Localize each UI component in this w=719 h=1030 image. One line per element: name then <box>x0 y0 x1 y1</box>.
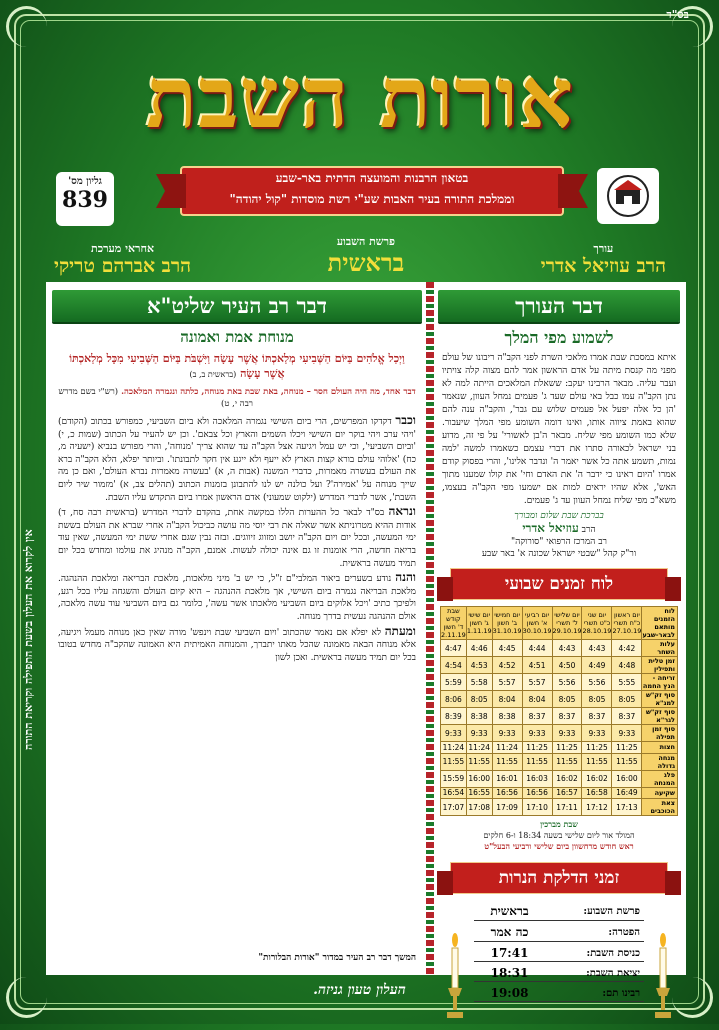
masthead-title: אורות השבת <box>145 48 575 147</box>
times-cell: 4:47 <box>441 640 467 657</box>
rabbi-section-title: דבר רב העיר שליט"א <box>52 290 422 322</box>
editor-name: הרב עוזיאל אדרי <box>540 255 666 277</box>
times-cell: 5:59 <box>441 674 467 691</box>
times-row-label: חצות <box>642 742 678 754</box>
day-header-date: כ"ח תשרי <box>613 619 641 627</box>
times-cell: 4:48 <box>612 657 642 674</box>
candles-value: 18:31 <box>474 965 545 982</box>
p3-lead: והנה <box>395 570 416 585</box>
candles-row <box>474 903 644 921</box>
times-cell: 8:38 <box>466 708 492 725</box>
resp-label: אחראי מערכת <box>91 242 155 255</box>
times-row-label: עלות השחר <box>642 640 678 657</box>
times-cell: 16:01 <box>492 770 522 787</box>
times-row <box>441 674 678 691</box>
times-cell: 16:03 <box>522 770 552 787</box>
times-cell: 11:55 <box>441 753 467 770</box>
times-cell: 17:13 <box>612 799 642 816</box>
times-cell: 16:02 <box>552 770 582 787</box>
times-row <box>441 753 678 770</box>
candles-box <box>442 900 676 1030</box>
times-cell: 8:37 <box>552 708 582 725</box>
times-row <box>441 725 678 742</box>
sign-name: עוזיאל אדרי <box>522 521 579 535</box>
times-cell: 5:56 <box>582 674 612 691</box>
editor-signature <box>436 521 682 560</box>
verse-source: (בראשית ב, ב) <box>189 370 237 379</box>
times-row <box>441 640 678 657</box>
times-cell: 9:33 <box>552 725 582 742</box>
candles-label: יציאת השבת: <box>545 965 644 982</box>
shabbat-note <box>436 819 682 852</box>
org-line-1: בטאון הרבנות והמועצה הדתית באר-שבע <box>275 171 469 185</box>
times-cell: 11:55 <box>582 753 612 770</box>
p4-text: לא יפלא אם נאמר שהכתוב 'ויום השביעי שבת וינפש' מורה שאין כאן מנוחה מעמל ויגיעה, אלא מנוחה הבאה מאמונה שהכל מאתו יתברך, והמנוחה האמיתית היא האמונה שהקב"ה מחדש בטובו בכל יום תמיד מעשה בראשית. ואכן לשון <box>58 627 416 663</box>
times-row <box>441 691 678 708</box>
times-cell: 11:24 <box>466 742 492 754</box>
sign-role-1: רב המרכז הרפואי "סורוקה" <box>511 537 607 547</box>
day-header-date: ל' תשרי <box>556 619 578 627</box>
times-cell: 4:43 <box>582 640 612 657</box>
candles-row <box>474 945 644 962</box>
times-row <box>441 787 678 799</box>
day-header <box>552 607 582 640</box>
times-cell: 8:06 <box>441 691 467 708</box>
candle-icon <box>652 932 674 1020</box>
day-header-greg: 2.11.19 <box>441 631 466 639</box>
day-header-name: יום שישי <box>468 611 491 619</box>
times-row-label: שקיעה <box>642 787 678 799</box>
times-cell: 11:25 <box>582 742 612 754</box>
day-header <box>522 607 552 640</box>
parasha-label: פרשת השבוע <box>336 235 395 248</box>
candles-value: בראשית <box>474 903 545 921</box>
times-cell: 17:08 <box>466 799 492 816</box>
editor-section-title: דבר העורך <box>438 290 680 322</box>
times-cell: 9:33 <box>492 725 522 742</box>
bottom-notice: העלון טעון גניזה. <box>313 982 406 998</box>
bsd-mark: בס"ד <box>666 8 689 21</box>
blessing: בברכת שבת שלום ומבורך <box>514 511 604 521</box>
times-cell: 16:02 <box>582 770 612 787</box>
editor-article-body: איתא במסכת שבת אמרו מלאכי השרת לפני הקב"ה ריבונו של עולם מפני מה קנסת מיתה על אדם הראשון אמר להם מצוה קלה צויתיו ועבר עליה. מבאר הרבינו יעקב: ששאלת המלאכים הייתה למה לא נתן הקב"ה עמו כבל באי עולם שעד ג' פעמים נמחל העוון, שנאמר 'הן כל אלה יפעל אל פעמים שלוש עם גבר', והקב"ה ענה להם שהוא באמת ציווה אותו, ואינו דומה השומע מפי המלך שיעבור. שלא כמו השומע מפי שליח. מבאר ה'בן לאשורי' על פי זה, מדוע בני ישראל לכאורה סתרו את דברי עצמם כשאמרו למשה 'למה נמות, תשמע אתה כל אשר יאמר ה' ונדבר אלינו', והרי בפסוק קודם אמרו 'היום ראינו כי ידבר ה' את האדם וחי' את קולו שמענו מתוך האש', אלא שהיו יראים למות אם ישמעו מפי הקב"ה בעצמו, משא"כ מפי שליח נמחל העוון עד ג' פעמים. <box>442 353 676 506</box>
times-row-label: זמן טלית ותפילין <box>642 657 678 674</box>
candles-label: פרשת השבוע: <box>545 903 644 921</box>
rabbi-article <box>50 286 424 971</box>
day-header-greg: 29.10.19 <box>552 627 582 635</box>
org-logo <box>597 168 659 224</box>
times-row-label: פלג המנחה <box>642 770 678 787</box>
p1-lead: וכבר <box>395 413 416 427</box>
shabbat-note-line-1: המולד אור ליום שלישי בשעה 18:34 ו-6 חלקים <box>483 831 635 840</box>
times-row-header: לוח הזמנים מותאם לבאר-שבע <box>642 607 678 640</box>
times-cell: 11:55 <box>552 753 582 770</box>
org-banner <box>180 166 564 216</box>
times-cell: 8:37 <box>612 708 642 725</box>
day-header-name: שבת קודש <box>446 607 461 623</box>
day-header-date: ג' חשון <box>469 619 489 627</box>
rabbi-article-title: מנוחת אמת ואמונה <box>180 328 294 346</box>
day-header-name: יום שני <box>587 611 607 619</box>
times-cell: 4:42 <box>612 640 642 657</box>
p1-text: דקדקו המפרשים, הרי ביום השישי נגמרה המלאכה ולא ביום השביעי, כמפורש בכתוב (הקודם) 'ויהי ערב ויהי בוקר יום השישי ויכלו השמים והארץ וכל צבאם'. וכן יש להעיר על הכתוב (שמות כ, י) 'וביום השביעי', וכי יש עמל ויגיעה אצל הקב"ה עד שהוא צריך 'מנוחה', והרי מפורש בנביא (ישעיה מ, כח) 'אלוהי עולם בורא קצות הארץ לא ייעף ולא ייגע אין חקר לתבונתו'. וביותר יפלא, הלא הקב"ה ברא את העולם בעשרה מאמרות, כדברי המשנה (אבות ה, א) 'בעשרה מאמרות נברא העולם', ואם כן מה שייך מנוחה על 'אמירה'? ועל כולנה יש לנו להתבונן בזמנות הכתוב (תהלים צב, א) 'מזמור שיר ליום השבת', אשר לדברי המדרש (ילקוט שמעוני) אדם הראשון אמרו ביום התקדש עליו השבת. <box>58 417 416 503</box>
times-cell: 17:10 <box>522 799 552 816</box>
times-cell: 8:05 <box>552 691 582 708</box>
times-cell: 8:05 <box>466 691 492 708</box>
times-cell: 11:25 <box>612 742 642 754</box>
candles-value: 17:41 <box>474 945 545 962</box>
editor-label: עורך <box>593 242 614 255</box>
day-header-date: ד' חשון <box>443 623 464 631</box>
candles-title: זמני הדלקת הנרות <box>450 862 668 894</box>
times-cell: 4:45 <box>492 640 522 657</box>
day-header <box>492 607 522 640</box>
times-row-label: סוף זמן תפילה <box>642 725 678 742</box>
times-cell: 8:37 <box>582 708 612 725</box>
candle-icon <box>444 932 466 1020</box>
times-row <box>441 799 678 816</box>
day-header <box>612 607 642 640</box>
times-cell: 11:24 <box>441 742 467 754</box>
times-row <box>441 770 678 787</box>
continued-note: המשך דבר רב העיר במדור "אורות הבלורות" <box>258 953 416 963</box>
times-cell: 11:55 <box>466 753 492 770</box>
times-cell: 15:59 <box>441 770 467 787</box>
times-row-label: צאת הכוכבים <box>642 799 678 816</box>
day-header-name: יום ראשון <box>614 611 640 619</box>
candles-row <box>474 924 644 942</box>
day-header-name: יום שלישי <box>554 611 580 619</box>
times-cell: 16:58 <box>582 787 612 799</box>
times-cell: 11:55 <box>522 753 552 770</box>
times-cell: 16:00 <box>466 770 492 787</box>
times-cell: 4:53 <box>466 657 492 674</box>
verse <box>50 351 424 382</box>
day-header-greg: 1.11.19 <box>466 627 492 635</box>
times-cell: 5:57 <box>522 674 552 691</box>
times-cell: 17:11 <box>552 799 582 816</box>
rabbi-article-body <box>50 412 424 664</box>
times-header-row <box>441 607 678 640</box>
times-cell: 5:55 <box>612 674 642 691</box>
times-cell: 8:37 <box>522 708 552 725</box>
intro-text: דבר אחד, מה היה העולם חסר – מנוחה, באת שבת באת מנוחה, כלתה ונגמרה המלאכה. <box>121 387 416 397</box>
day-header-name: יום חמישי <box>494 611 520 619</box>
candles-label: רבינו תם: <box>545 985 644 1002</box>
times-cell: 5:57 <box>492 674 522 691</box>
side-warning: אין לקרוא את העלון בשעת התפילה וקריאת התורה <box>22 529 35 751</box>
day-header-greg: 27.10.19 <box>612 627 642 635</box>
intro-source: (רש"י בשם מדרש רבה י, ט) <box>58 387 253 409</box>
times-row-label: מנחה גדולה <box>642 753 678 770</box>
times-row-label: סוף זק"ש למג"א <box>642 691 678 708</box>
p2-text: בס"ד לבאר כל ההערות הללו במקשה אחת, בהקדם לדברי המדרש (בראשית רבה סח, ד) אודות ההיא מטרוניתא אשר שאלה את רבי יוסי מה עושה כביכול הקב"ה אחרי שברא את העולם בששת ימי המעשה, ובכל יום ויום הקב"ה יושב ומזווג זיווגים. ובזה נבין שגם אחרי ששת ימי המעשה, שאין עוד בריאה חדשה, הרי אומנות זו גם אינה יכולה לעשות. אמנם, הקב"ה מנהיג את עולמו ומחדש בכל יום תמיד מעשה בראשית. <box>58 508 416 569</box>
column-divider <box>426 282 434 975</box>
day-header <box>582 607 612 640</box>
times-cell: 9:33 <box>582 725 612 742</box>
editor-article-title: לשמוע מפי המלך <box>504 328 614 347</box>
day-header-date: א' חשון <box>526 619 548 627</box>
p3-text: נודע בשערים ביאור המלבי"ם ז"ל, כי יש ב' מיני מלאכות, מלאכת הבריאה ומלאכת ההנהגה. מלאכת הבריאה נגמרה ביום השישי, אך מלאכת ההנהגה – היא קיום העולם והשגחה עליו בכל רגע, ולפיכך כתיב 'ויכל אלוקים ביום השביעי מלאכתו אשר עשה', כלומר גם ביום השביעי עוד עשה מלאכה, אולם ההנהגה נעשית בדרך מנוחה. <box>58 574 416 622</box>
day-header-greg: 30.10.19 <box>522 627 552 635</box>
times-cell: 11:25 <box>522 742 552 754</box>
times-cell: 8:04 <box>492 691 522 708</box>
times-cell: 9:33 <box>612 725 642 742</box>
times-cell: 4:51 <box>522 657 552 674</box>
times-cell: 4:54 <box>441 657 467 674</box>
times-cell: 9:33 <box>441 725 467 742</box>
logo-emblem-icon <box>602 172 654 220</box>
times-cell: 9:33 <box>466 725 492 742</box>
times-row-label: סוף זק"ש לגר"א <box>642 708 678 725</box>
times-cell: 16:00 <box>612 770 642 787</box>
day-header <box>466 607 492 640</box>
times-cell: 16:49 <box>612 787 642 799</box>
times-row-label: זריחה - הנץ החמה <box>642 674 678 691</box>
times-cell: 4:44 <box>522 640 552 657</box>
times-cell: 8:38 <box>492 708 522 725</box>
editor-article <box>436 286 682 1000</box>
times-cell: 4:49 <box>582 657 612 674</box>
candles-label: הפטרה: <box>545 924 644 942</box>
times-cell: 16:56 <box>522 787 552 799</box>
times-cell: 11:55 <box>612 753 642 770</box>
times-cell: 4:52 <box>492 657 522 674</box>
times-table <box>440 606 678 816</box>
issue-number: 839 <box>62 187 108 213</box>
shabbat-note-title: שבת מברכין <box>540 819 578 829</box>
times-cell: 11:24 <box>492 742 522 754</box>
times-cell: 4:46 <box>466 640 492 657</box>
times-cell: 8:05 <box>582 691 612 708</box>
parasha-block <box>314 235 419 278</box>
org-line-2: וממלכת התורה בעיר האבות שע"י רשת מוסדות "קול יהודה" <box>229 192 515 206</box>
times-cell: 8:39 <box>441 708 467 725</box>
resp-block <box>40 242 205 278</box>
day-header-greg: 28.10.19 <box>582 627 612 635</box>
times-row <box>441 742 678 754</box>
times-cell: 11:25 <box>552 742 582 754</box>
times-cell: 16:57 <box>552 787 582 799</box>
intro <box>50 382 424 412</box>
times-cell: 5:56 <box>552 674 582 691</box>
day-header <box>441 607 467 640</box>
times-cell: 11:55 <box>492 753 522 770</box>
day-header-greg: 31.10.19 <box>492 627 522 635</box>
p2-lead: ונראה <box>388 504 416 519</box>
corner-ornament <box>6 6 47 47</box>
candles-label: כניסת השבת: <box>545 945 644 962</box>
times-cell: 9:33 <box>522 725 552 742</box>
shabbat-note-line-2: ראש חודש מרחשוון ביום שלישי ורביעי הבעל"ט <box>484 841 634 851</box>
verse-text: וַיְכַל אֱלֹהִים בַּיּוֹם הַשְּׁבִיעִי מְלַאכְתּוֹ אֲשֶׁר עָשָׂה וַיִּשְׁבֹּת בַּיּוֹם הַשְּׁבִיעִי מִכָּל מְלַאכְתּוֹ אֲשֶׁר עָשָׂה <box>69 352 405 380</box>
times-cell: 17:12 <box>582 799 612 816</box>
resp-name: הרב אברהם טריקי <box>54 255 192 277</box>
times-cell: 8:05 <box>612 691 642 708</box>
info-row <box>40 232 680 278</box>
times-cell: 4:50 <box>552 657 582 674</box>
times-cell: 16:54 <box>441 787 467 799</box>
sign-title: הרב <box>581 525 596 535</box>
candles-value: כה אמר <box>474 924 545 942</box>
editor-block <box>527 242 680 278</box>
times-title: לוח זמנים שבועי <box>450 568 668 600</box>
day-header-date: כ"ט תשרי <box>583 619 611 627</box>
issue-box <box>56 172 114 226</box>
times-cell: 17:07 <box>441 799 467 816</box>
candles-value: 19:08 <box>474 985 545 1002</box>
parasha-name: בראשית <box>327 248 405 277</box>
times-cell: 17:09 <box>492 799 522 816</box>
times-row <box>441 708 678 725</box>
times-cell: 8:04 <box>522 691 552 708</box>
sign-role-2: ור"ק קהל "שבטי ישראל שכונה א' באר שבע <box>481 549 637 559</box>
day-header-name: יום רביעי <box>525 611 550 619</box>
issue-label: גליון מס' <box>68 176 102 187</box>
day-header-date: ב' חשון <box>497 619 518 627</box>
times-cell: 5:58 <box>466 674 492 691</box>
candles-row <box>474 965 644 982</box>
times-cell: 16:56 <box>492 787 522 799</box>
times-cell: 4:43 <box>552 640 582 657</box>
times-row <box>441 657 678 674</box>
p4-lead: ומעתה <box>384 623 416 638</box>
times-cell: 16:55 <box>466 787 492 799</box>
